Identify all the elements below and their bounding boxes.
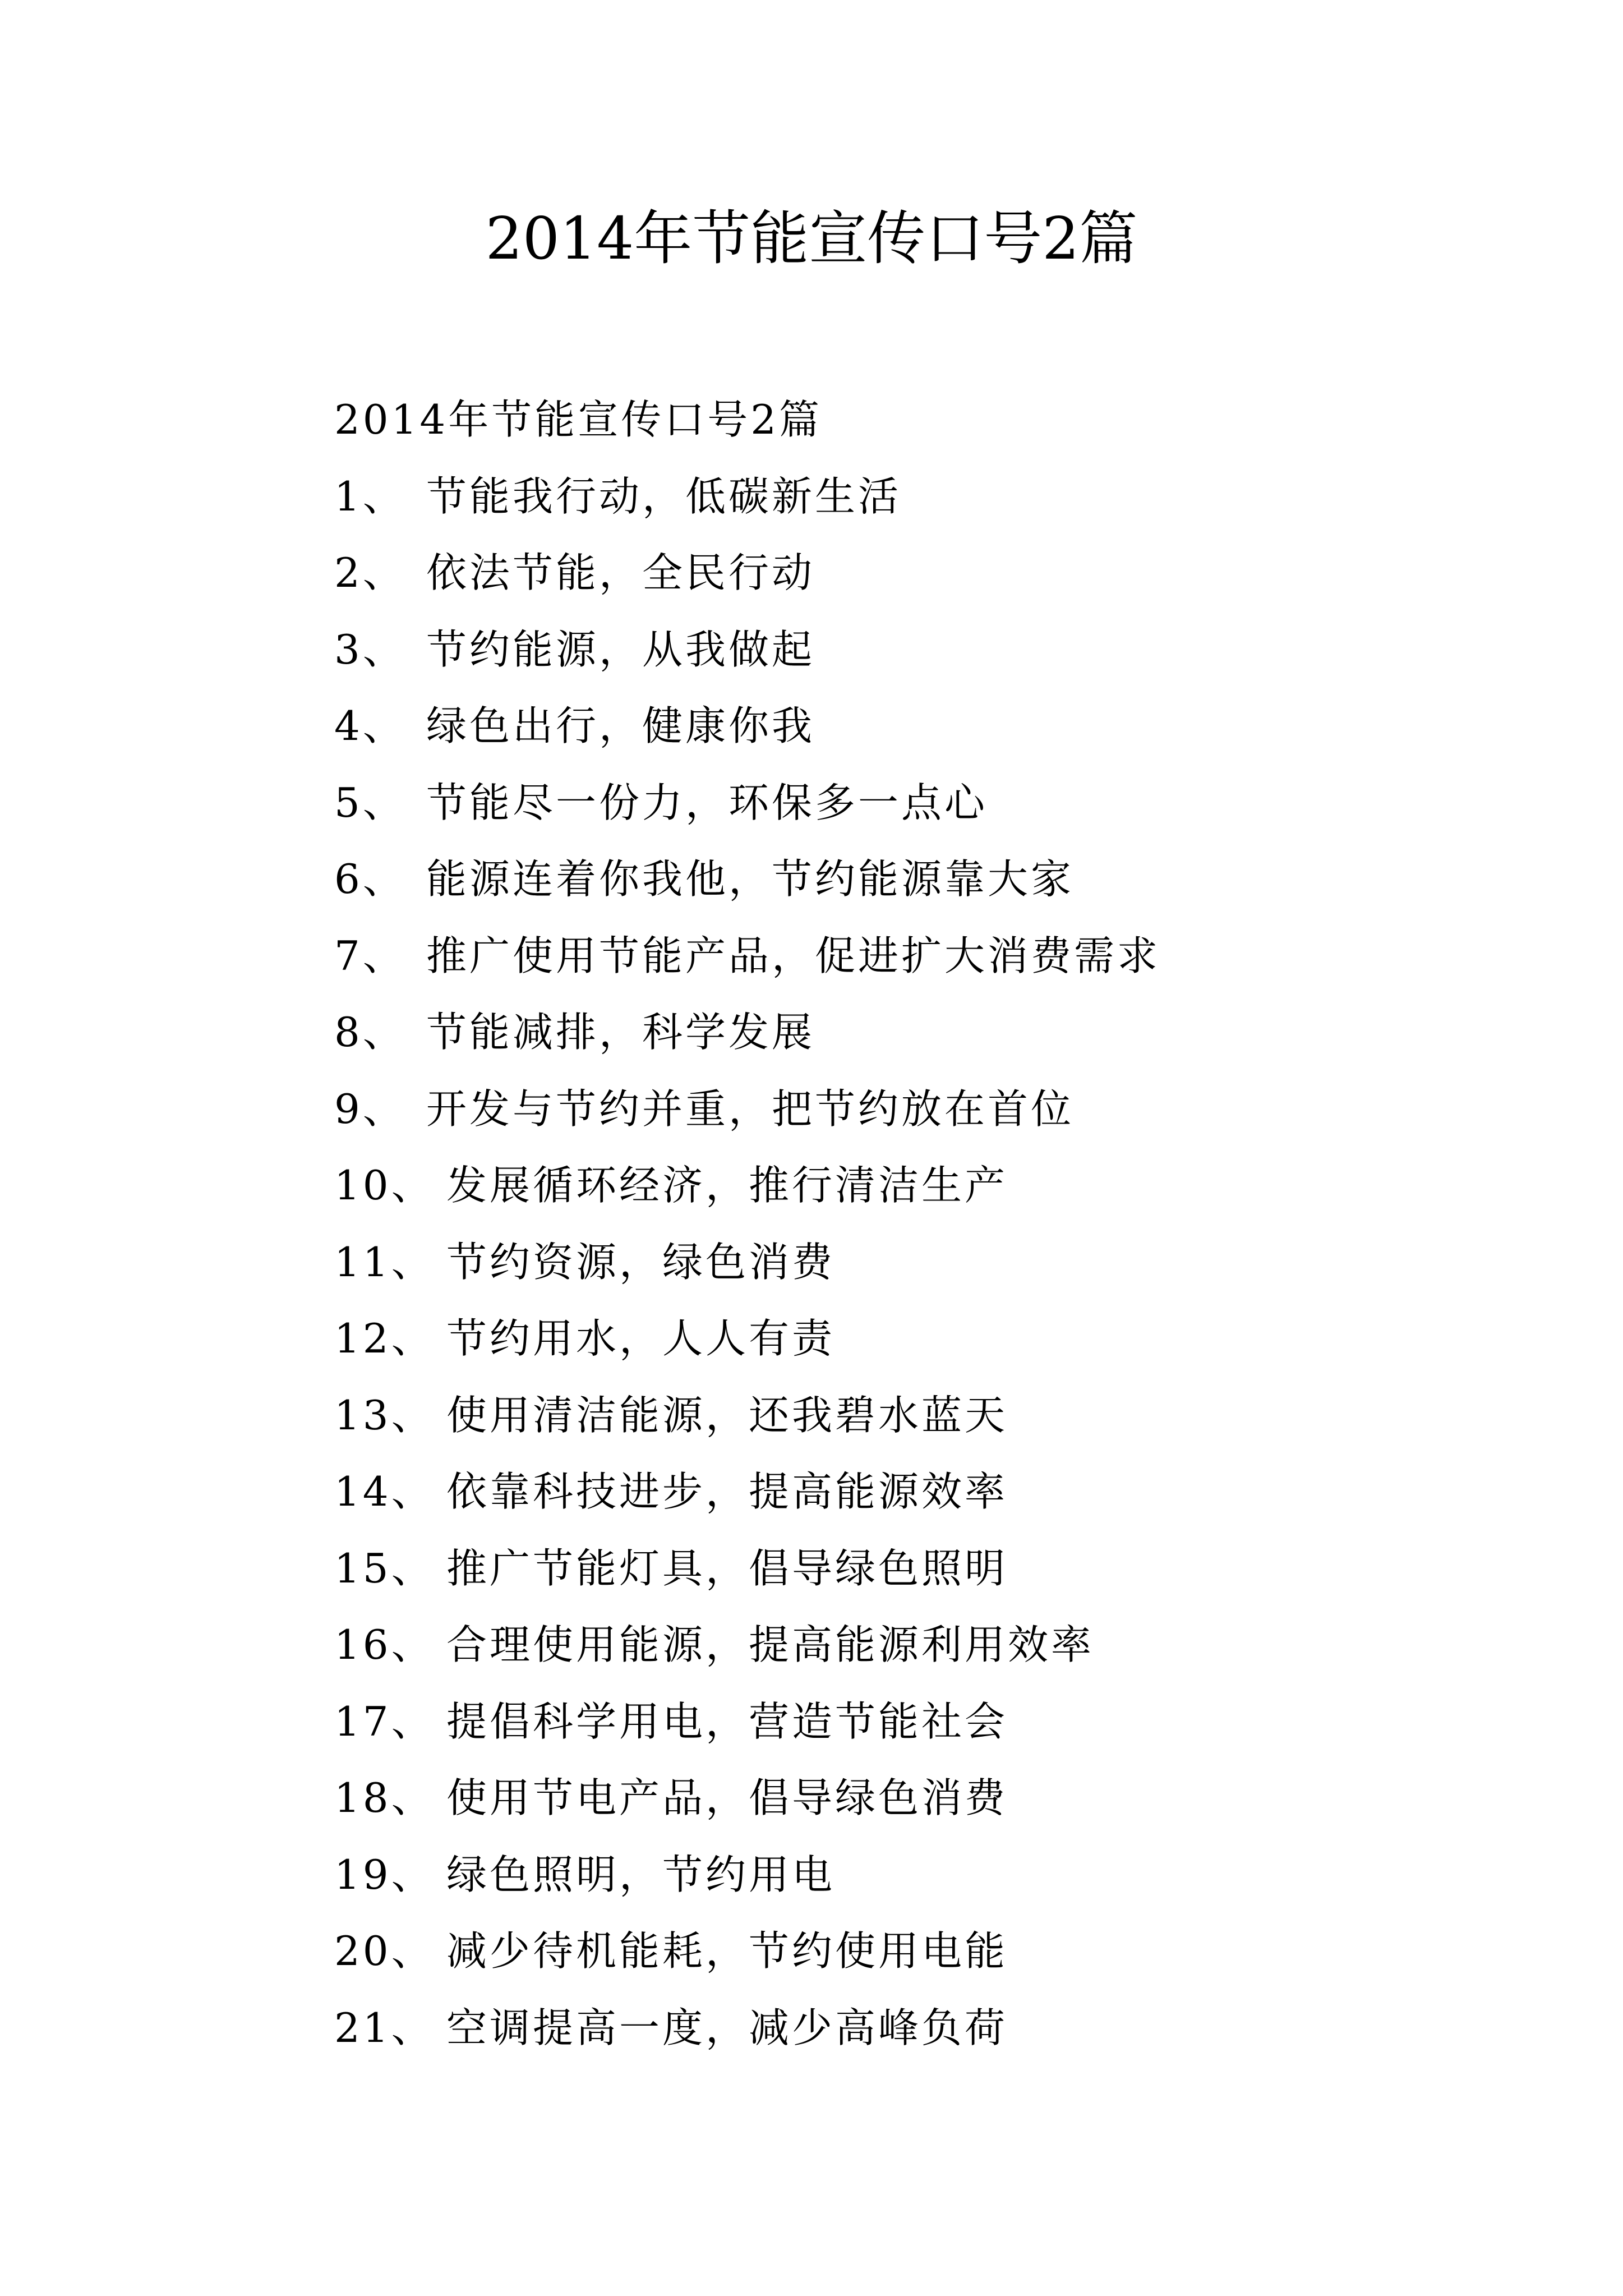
slogan-number: 21、 bbox=[334, 2004, 435, 2051]
slogan-text: 能源连着你我他，节约能源靠大家 bbox=[426, 855, 1075, 903]
slogan-text: 开发与节约并重，把节约放在首位 bbox=[426, 1085, 1075, 1133]
slogan-item bbox=[334, 1453, 1160, 1530]
slogan-item bbox=[334, 1071, 1160, 1148]
slogan-item bbox=[334, 1913, 1160, 1990]
slogan-item bbox=[334, 1760, 1160, 1837]
slogan-item bbox=[334, 841, 1160, 918]
slogan-item bbox=[334, 1530, 1160, 1607]
slogan-item bbox=[334, 918, 1160, 995]
slogan-number: 17、 bbox=[334, 1697, 435, 1745]
slogan-number: 5、 bbox=[334, 779, 406, 826]
slogan-item bbox=[334, 458, 1160, 535]
slogan-number: 4、 bbox=[334, 702, 406, 749]
slogan-number: 20、 bbox=[334, 1927, 435, 1975]
slogan-item bbox=[334, 994, 1160, 1071]
slogan-item bbox=[334, 1377, 1160, 1454]
slogan-number: 13、 bbox=[334, 1391, 435, 1439]
slogan-text: 减少待机能耗，节约使用电能 bbox=[446, 1927, 1008, 1975]
slogan-item bbox=[334, 1224, 1160, 1301]
slogan-item bbox=[334, 1837, 1160, 1913]
slogan-text: 推广使用节能产品，促进扩大消费需求 bbox=[426, 932, 1161, 979]
slogan-text: 绿色照明，节约用电 bbox=[446, 1851, 836, 1898]
slogan-item bbox=[334, 688, 1160, 765]
slogan-item bbox=[334, 1147, 1160, 1224]
slogan-text: 节约资源，绿色消费 bbox=[446, 1238, 836, 1286]
slogan-number: 19、 bbox=[334, 1851, 435, 1898]
slogan-item bbox=[334, 1300, 1160, 1377]
slogan-number: 10、 bbox=[334, 1162, 435, 1209]
slogan-item bbox=[334, 765, 1160, 841]
slogan-number: 15、 bbox=[334, 1544, 435, 1592]
slogan-text: 使用节电产品，倡导绿色消费 bbox=[446, 1774, 1008, 1821]
slogan-text: 节能我行动，低碳新生活 bbox=[426, 472, 902, 520]
slogan-text: 节约能源，从我做起 bbox=[426, 625, 815, 673]
slogan-number: 3、 bbox=[334, 625, 406, 673]
slogan-number: 9、 bbox=[334, 1085, 406, 1133]
slogan-text: 依法节能，全民行动 bbox=[426, 549, 815, 596]
slogan-item bbox=[334, 1990, 1160, 2067]
document-body bbox=[334, 381, 1160, 2066]
slogan-text: 节约用水，人人有责 bbox=[446, 1315, 836, 1362]
slogan-number: 18、 bbox=[334, 1774, 435, 1821]
slogan-text: 发展循环经济，推行清洁生产 bbox=[446, 1162, 1008, 1209]
slogan-text: 提倡科学用电，营造节能社会 bbox=[446, 1697, 1008, 1745]
slogan-text: 节能尽一份力，环保多一点心 bbox=[426, 779, 988, 826]
slogan-number: 2、 bbox=[334, 549, 406, 596]
slogan-number: 14、 bbox=[334, 1468, 435, 1515]
slogan-number: 12、 bbox=[334, 1315, 435, 1362]
slogan-number: 16、 bbox=[334, 1621, 435, 1668]
slogan-number: 1、 bbox=[334, 472, 406, 520]
slogan-item bbox=[334, 1683, 1160, 1760]
slogan-number: 7、 bbox=[334, 932, 406, 979]
slogan-text: 节能减排，科学发展 bbox=[426, 1009, 815, 1056]
slogan-text: 依靠科技进步，提高能源效率 bbox=[446, 1468, 1008, 1515]
slogan-number: 6、 bbox=[334, 855, 406, 903]
slogan-number: 8、 bbox=[334, 1009, 406, 1056]
document-title: 2014年节能宣传口号2篇 bbox=[485, 204, 1138, 273]
slogan-text: 推广节能灯具，倡导绿色照明 bbox=[446, 1544, 1008, 1592]
slogan-text: 使用清洁能源，还我碧水蓝天 bbox=[446, 1391, 1008, 1439]
slogan-item bbox=[334, 1607, 1160, 1683]
slogan-text: 绿色出行，健康你我 bbox=[426, 702, 815, 749]
body-subtitle: 2014年节能宣传口号2篇 bbox=[334, 396, 823, 443]
slogan-number: 11、 bbox=[334, 1238, 435, 1286]
slogan-item bbox=[334, 535, 1160, 611]
slogan-item bbox=[334, 611, 1160, 688]
slogan-text: 空调提高一度，减少高峰负荷 bbox=[446, 2004, 1008, 2051]
slogan-text: 合理使用能源，提高能源利用效率 bbox=[446, 1621, 1095, 1668]
